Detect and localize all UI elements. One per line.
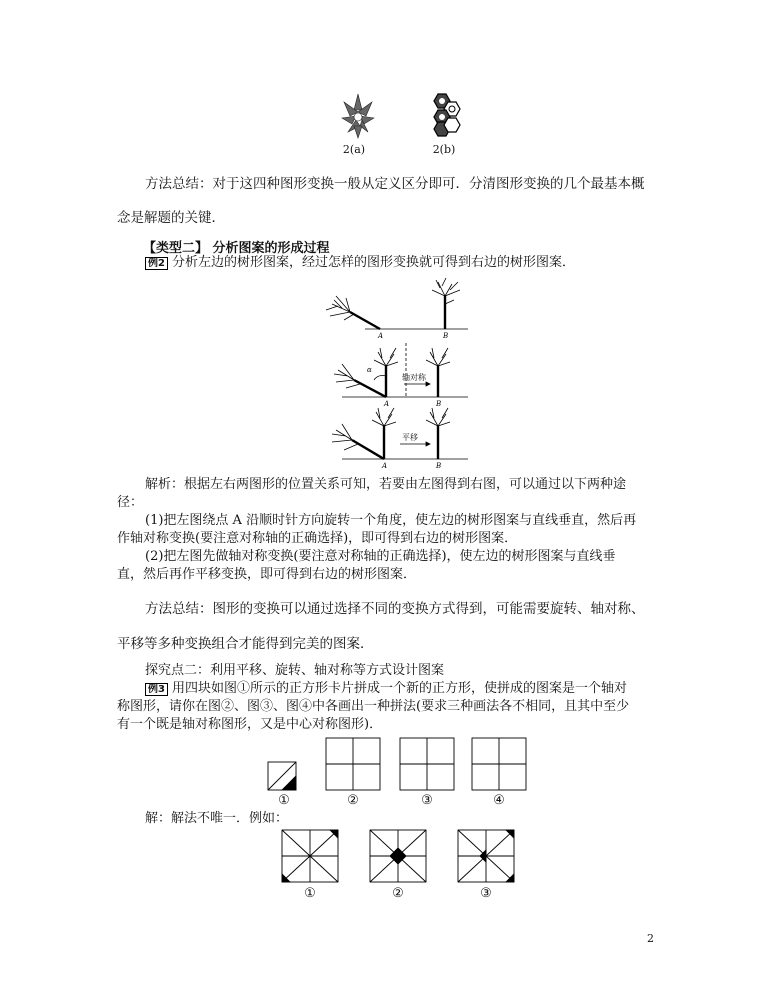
caption-2a: 2(a) bbox=[342, 143, 366, 156]
row2-label-b: B bbox=[436, 400, 442, 408]
figure-2a-flower bbox=[340, 92, 376, 140]
example-3-line-1 bbox=[145, 680, 627, 698]
solution-caption-2: ② bbox=[392, 886, 404, 901]
tree-transform-figure bbox=[320, 276, 470, 472]
analysis-line-3: (1)把左图绕点 A 沿顺时针方向旋转一个角度，使左边的树形图案与直线垂直，然后再 bbox=[145, 513, 637, 528]
solution-caption-3: ③ bbox=[480, 886, 492, 901]
summary-2-line-1: 方法总结：图形的变换可以通过选择不同的变换方式得到，可能需要旋转、轴对称、 bbox=[145, 601, 645, 617]
row2-label-alpha: α bbox=[367, 366, 372, 374]
summary-2-line-2: 平移等多种变换组合才能得到完美的图案． bbox=[117, 636, 374, 652]
example-3-line-3: 有一个既是轴对称图形，又是中心对称图形)． bbox=[117, 717, 383, 732]
example-3-line-2: 称图形，请你在图②、图③、图④中各画出一种拼法(要求三种画法各不相同，且其中至少 bbox=[117, 699, 630, 714]
row3-label-a: A bbox=[382, 462, 388, 470]
caption-2b: 2(b) bbox=[432, 143, 456, 156]
page-number: 2 bbox=[647, 932, 654, 945]
solution-figure bbox=[280, 828, 520, 884]
row1-label-a: A bbox=[378, 332, 384, 340]
summary-1-line-2: 念是解题的关键． bbox=[117, 210, 225, 226]
analysis-line-6: 直，然后再作平移变换，即可得到右边的树形图案． bbox=[117, 567, 417, 582]
type2-heading: 【类型二】 分析图案的形成过程 bbox=[143, 241, 330, 256]
translation-label: 平移 bbox=[402, 433, 418, 442]
analysis-line-1: 解析：根据左右两图形的位置关系可知，若要由左图得到右图，可以通过以下两种途 bbox=[145, 477, 627, 492]
summary-1-line-1: 方法总结：对于这四种图形变换一般从定义区分即可．分清图形变换的几个最基本概 bbox=[145, 176, 645, 192]
analysis-line-5: (2)把左图先做轴对称变换(要注意对称轴的正确选择)，使左边的树形图案与直线垂 bbox=[145, 549, 616, 564]
analysis-line-4: 作轴对称变换(要注意对称轴的正确选择)，即可得到右边的树形图案． bbox=[117, 531, 518, 546]
explore-heading: 探究点二：利用平移、旋转、轴对称等方式设计图案 bbox=[145, 663, 445, 678]
axis-symmetry-label: 轴对称 bbox=[402, 373, 426, 382]
row3-label-b: B bbox=[436, 462, 442, 470]
row1-label-b: B bbox=[443, 332, 449, 340]
example-2-text: 分析左边的树形图案，经过怎样的图形变换就可得到右边的树形图案． bbox=[171, 255, 575, 270]
example-2 bbox=[145, 254, 575, 272]
grid-caption-1: ① bbox=[278, 793, 290, 808]
row2-label-a: A bbox=[384, 400, 390, 408]
grid-caption-3: ③ bbox=[421, 793, 433, 808]
card-and-grids-figure bbox=[260, 736, 540, 794]
solution-caption-1: ① bbox=[304, 886, 316, 901]
example-2-badge: 例2 bbox=[145, 257, 168, 270]
analysis-line-2: 径： bbox=[117, 495, 144, 510]
figure-2b-hexagons bbox=[428, 93, 462, 137]
grid-caption-4: ④ bbox=[493, 793, 505, 808]
example-3-badge: 例3 bbox=[145, 683, 168, 696]
example-3-text-1: 用四块如图①所示的正方形卡片拼成一个新的正方形，使拼成的图案是一个轴对 bbox=[171, 681, 627, 696]
solution-text: 解：解法不唯一．例如： bbox=[145, 811, 289, 826]
grid-caption-2: ② bbox=[347, 793, 359, 808]
